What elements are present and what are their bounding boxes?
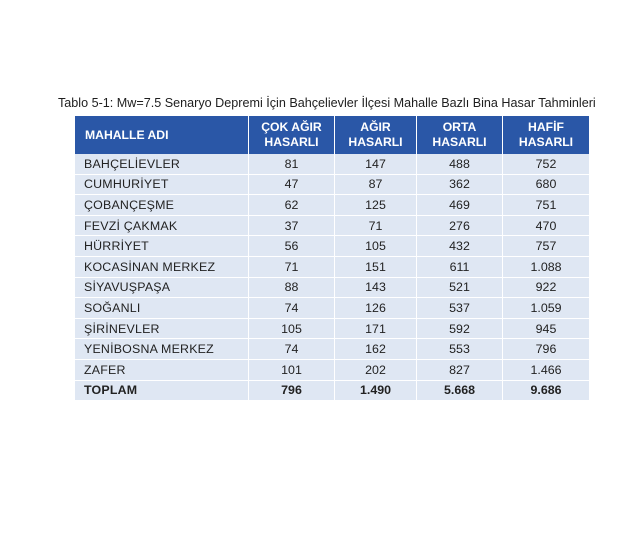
header-line: HASARLI [518, 135, 574, 149]
header-orta-hasarli [417, 116, 503, 154]
cell-hafif: 757 [503, 236, 589, 257]
cell-total-hafif: 9.686 [503, 381, 589, 402]
cell-cok-agir: 62 [249, 195, 335, 216]
cell-orta: 611 [417, 257, 503, 278]
header-hafif-hasarli [503, 116, 589, 154]
table-row [75, 236, 589, 257]
cell-cok-agir: 101 [249, 360, 335, 381]
table-row [75, 257, 589, 278]
cell-mahalle: YENİBOSNA MERKEZ [75, 339, 249, 360]
cell-hafif: 945 [503, 319, 589, 340]
cell-hafif: 1.088 [503, 257, 589, 278]
cell-cok-agir: 88 [249, 278, 335, 299]
cell-orta: 488 [417, 154, 503, 175]
table-row [75, 278, 589, 299]
cell-mahalle: CUMHURİYET [75, 175, 249, 196]
cell-agir: 202 [335, 360, 417, 381]
cell-mahalle: ŞİRİNEVLER [75, 319, 249, 340]
cell-mahalle: FEVZİ ÇAKMAK [75, 216, 249, 237]
cell-agir: 125 [335, 195, 417, 216]
cell-total-label: TOPLAM [75, 381, 249, 402]
header-cok-agir-hasarli [249, 116, 335, 154]
cell-agir: 162 [335, 339, 417, 360]
cell-cok-agir: 81 [249, 154, 335, 175]
cell-agir: 171 [335, 319, 417, 340]
total-row [75, 381, 589, 402]
cell-mahalle: SOĞANLI [75, 298, 249, 319]
header-line: ORTA [442, 120, 477, 134]
cell-hafif: 1.059 [503, 298, 589, 319]
header-line: HASARLI [348, 135, 403, 149]
header-mahalle-adi: MAHALLE ADI [75, 116, 249, 154]
cell-mahalle: SİYAVUŞPAŞA [75, 278, 249, 299]
cell-hafif: 796 [503, 339, 589, 360]
cell-cok-agir: 74 [249, 298, 335, 319]
header-line: HAFİF [528, 120, 564, 134]
cell-cok-agir: 37 [249, 216, 335, 237]
cell-orta: 469 [417, 195, 503, 216]
cell-orta: 827 [417, 360, 503, 381]
cell-hafif: 1.466 [503, 360, 589, 381]
cell-orta: 362 [417, 175, 503, 196]
cell-orta: 537 [417, 298, 503, 319]
cell-mahalle: ZAFER [75, 360, 249, 381]
cell-orta: 276 [417, 216, 503, 237]
header-line: ÇOK AĞIR [261, 120, 322, 134]
table-caption: Tablo 5-1: Mw=7.5 Senaryo Depremi İçin Bahçelievler İlçesi Mahalle Bazlı Bina Hasar Tahminleri [58, 96, 596, 110]
cell-hafif: 680 [503, 175, 589, 196]
header-line: HASARLI [432, 135, 487, 149]
cell-mahalle: BAHÇELİEVLER [75, 154, 249, 175]
cell-cok-agir: 74 [249, 339, 335, 360]
cell-hafif: 751 [503, 195, 589, 216]
cell-agir: 105 [335, 236, 417, 257]
header-line: AĞIR [360, 120, 391, 134]
cell-hafif: 922 [503, 278, 589, 299]
cell-mahalle: HÜRRİYET [75, 236, 249, 257]
cell-total-cok-agir: 796 [249, 381, 335, 402]
table-row [75, 175, 589, 196]
cell-cok-agir: 47 [249, 175, 335, 196]
cell-cok-agir: 56 [249, 236, 335, 257]
table-row [75, 298, 589, 319]
cell-agir: 71 [335, 216, 417, 237]
cell-total-agir: 1.490 [335, 381, 417, 402]
cell-mahalle: ÇOBANÇEŞME [75, 195, 249, 216]
header-row [75, 116, 589, 154]
cell-agir: 87 [335, 175, 417, 196]
cell-orta: 592 [417, 319, 503, 340]
cell-orta: 432 [417, 236, 503, 257]
cell-agir: 126 [335, 298, 417, 319]
cell-agir: 147 [335, 154, 417, 175]
table-row [75, 195, 589, 216]
cell-agir: 151 [335, 257, 417, 278]
cell-hafif: 752 [503, 154, 589, 175]
table-row [75, 154, 589, 175]
header-agir-hasarli [335, 116, 417, 154]
table-row [75, 319, 589, 340]
damage-estimate-table [75, 116, 589, 401]
cell-mahalle: KOCASİNAN MERKEZ [75, 257, 249, 278]
cell-cok-agir: 105 [249, 319, 335, 340]
table-row [75, 360, 589, 381]
cell-orta: 553 [417, 339, 503, 360]
header-line: HASARLI [264, 135, 319, 149]
cell-total-orta: 5.668 [417, 381, 503, 402]
table-row [75, 216, 589, 237]
cell-agir: 143 [335, 278, 417, 299]
cell-hafif: 470 [503, 216, 589, 237]
table-row [75, 339, 589, 360]
cell-cok-agir: 71 [249, 257, 335, 278]
cell-orta: 521 [417, 278, 503, 299]
